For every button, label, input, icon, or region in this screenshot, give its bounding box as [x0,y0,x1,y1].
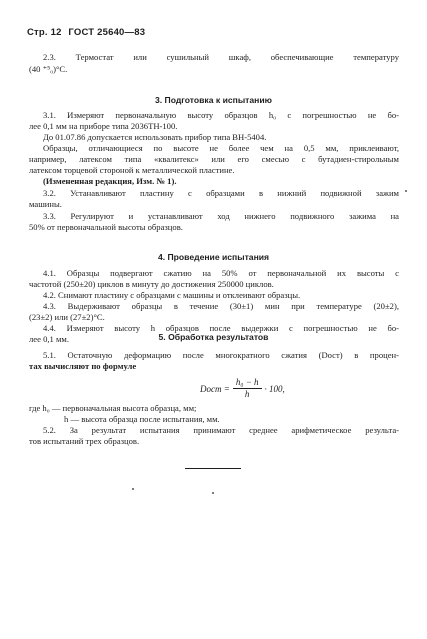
paragraph-3-3: 3.3. Регулируют и устанавливают ход нижнего подвижного зажима на [43,211,399,221]
paragraph-4-3: 4.3. Выдерживают образцы в течение (30±1) мин при температуре (20±2), [43,301,399,311]
formula-rhs: · 100, [264,383,285,394]
scan-speck [132,488,134,490]
formula-d-ost [200,377,285,400]
standard-code: ГОСТ 25640—83 [68,27,146,38]
scan-speck [405,190,407,192]
where-h0: где h₀ — первоначальная высота образца, мм; [29,403,197,413]
paragraph-4-1-cont: частотой (250±20) циклов в минуту до достижения 250000 циклов. [29,279,274,289]
end-rule [185,468,241,469]
paragraph-3-2-cont: машины. [29,199,62,209]
amendment-note: (Измененная редакция, Изм. № 1). [43,176,177,186]
paragraph-samples-cont1: например, латексом типа «квалитекс» или его смесью с бутадиен-стирольным [29,154,399,164]
section-4-title: 4. Проведение испытания [157,252,270,262]
paragraph-samples: Образцы, отличающиеся по высоте не более чем на 0,5 мм, приклеивают, [43,143,399,153]
section-5-title: 5. Обработка результатов [158,332,269,342]
paragraph-4-1: 4.1. Образцы подвергают сжатию на 50% от первоначальной их высоты с [43,268,399,278]
paragraph-5-1-cont: тах вычисляют по формуле [29,361,137,371]
paragraph-4-3-cont: (23±2) или (27±2)°С. [29,312,105,322]
formula-fraction [233,377,262,400]
paragraph-2-3-cont: (40 ⁺⁵₀)°С. [29,64,68,74]
paragraph-5-2: 5.2. За результат испытания принимают среднее арифметическое результа- [43,425,399,435]
paragraph-samples-cont2: латексом торцевой стороной к металлической пластине. [29,165,235,175]
section-3-title: 3. Подготовка к испытанию [154,95,272,105]
where-h: h — высота образца после испытания, мм. [64,414,220,424]
paragraph-3-1-cont: лее 0,1 мм на приборе типа 2036ТН-100. [29,121,178,131]
paragraph-2-3: 2.3. Термостат или сушильный шкаф, обеспечивающие температуру [43,52,399,62]
paragraph-3-2: 3.2. Устанавливают пластину с образцами в нижний подвижной зажим [43,188,399,198]
formula-lhs: Dост = [200,383,230,394]
page-header [27,27,149,38]
paragraph-3-1-note: До 01.07.86 допускается использовать прибор типа ВН-5404. [43,132,267,142]
page-number: Стр. 12 [27,27,62,38]
formula-numerator: h₀ − h [233,377,262,389]
paragraph-4-2: 4.2. Снимают пластину с образцами с машины и отклеивают образцы. [43,290,301,300]
paragraph-3-1: 3.1. Измеряют первоначальную высоту образцов h₀ с погрешностью не бо- [43,110,399,120]
paragraph-4-4-cont: лее 0,1 мм. [29,334,69,344]
paragraph-5-1: 5.1. Остаточную деформацию после многократного сжатия (Dост) в процен- [43,350,399,360]
formula-denominator: h [244,389,250,399]
paragraph-5-2-cont: тов испытаний трех образцов. [29,436,140,446]
paragraph-4-4: 4.4. Измеряют высоту h образцов после выдержки с погрешностью не бо- [43,323,399,333]
paragraph-3-3-cont: 50% от первоначальной высоты образцов. [29,222,183,232]
scan-speck [212,492,214,494]
